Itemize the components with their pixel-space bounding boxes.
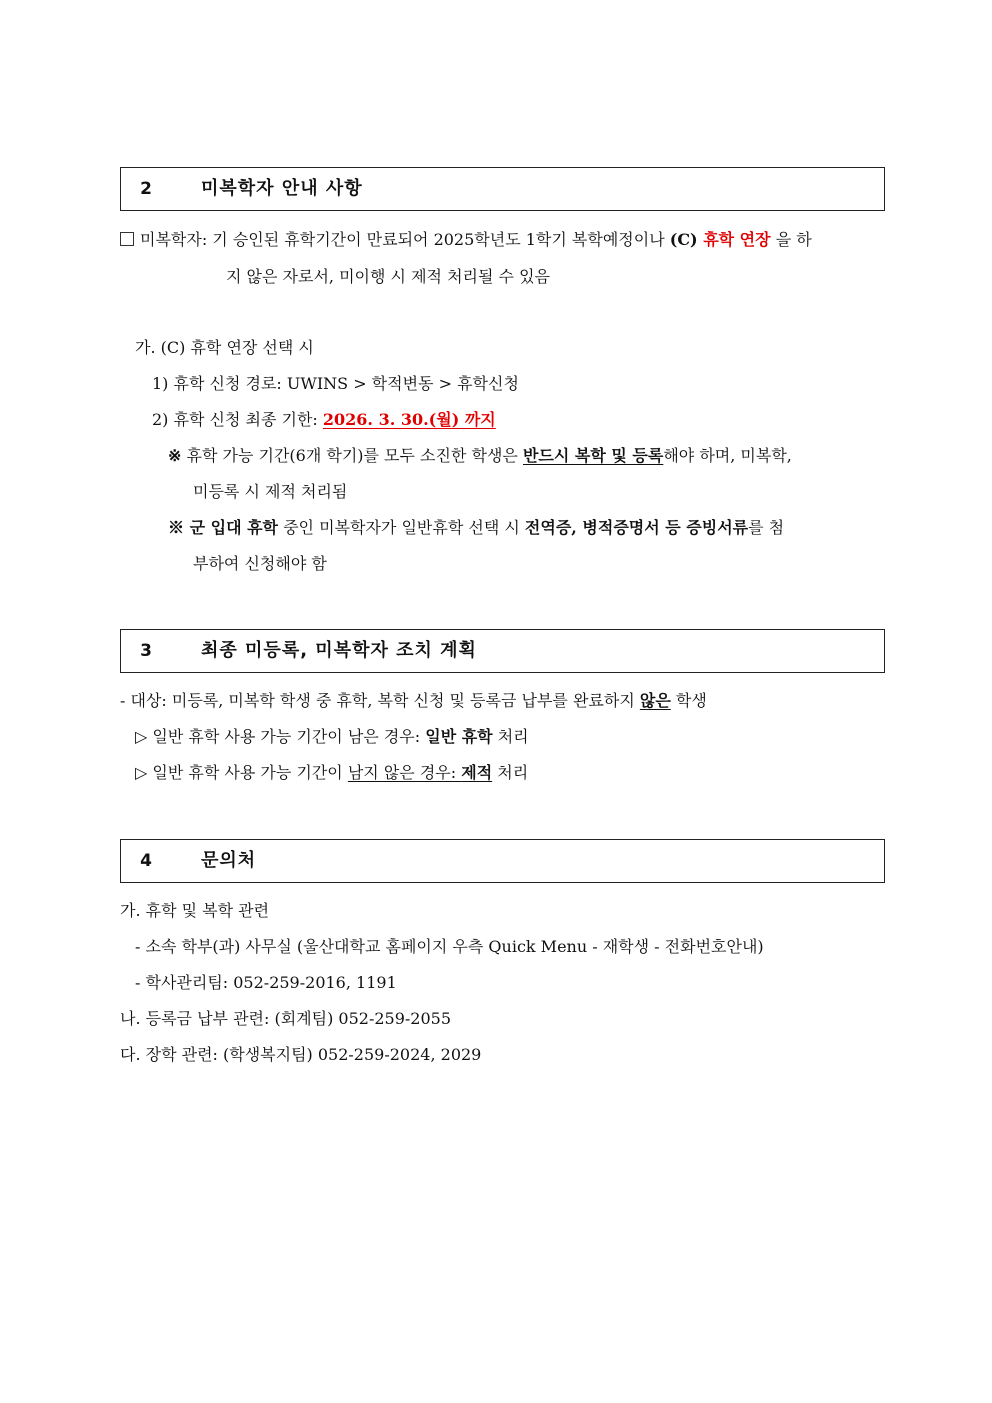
case-line: ▷ 일반 휴학 사용 가능 기간이 남지 않은 경우: 제적 처리 [135, 763, 529, 782]
section-number: 3 [140, 641, 152, 661]
section-3-header [120, 629, 885, 673]
case-line: ▷ 일반 휴학 사용 가능 기간이 남은 경우: 일반 휴학 처리 [135, 727, 529, 746]
section-number: 2 [140, 179, 152, 199]
intro-line-2: 지 않은 자로서, 미이행 시 제적 처리될 수 있음 [226, 267, 550, 286]
contact-item: - 학사관리팀: 052-259-2016, 1191 [135, 973, 397, 992]
contact-heading: 나. 등록금 납부 관련: (회계팀) 052-259-2055 [120, 1009, 452, 1028]
reference-mark-icon: ※ [168, 446, 182, 465]
list-item: 2) 휴학 신청 최종 기한: 2026. 3. 30.(월) 까지 [152, 410, 496, 429]
target-line: - 대상: 미등록, 미복학 학생 중 휴학, 복학 신청 및 등록금 납부를 완료하지 않은 학생 [120, 691, 707, 710]
section-title: 문의처 [201, 850, 257, 871]
checkbox-square-icon [120, 232, 134, 246]
note-line: 부하여 신청해야 함 [193, 554, 327, 573]
list-item: 1) 휴학 신청 경로: UWINS > 학적변동 > 휴학신청 [152, 374, 519, 393]
section-number: 4 [140, 851, 152, 871]
note-line: ※ 휴학 가능 기간(6개 학기)를 모두 소진한 학생은 반드시 복학 및 등록해야 하며, 미복학, [168, 446, 792, 465]
section-title: 미복학자 안내 사항 [201, 178, 363, 199]
contact-heading: 가. 휴학 및 복학 관련 [120, 901, 270, 920]
section-2-header [120, 167, 885, 211]
contact-heading: 다. 장학 관련: (학생복지팀) 052-259-2024, 2029 [120, 1045, 482, 1064]
note-line: 미등록 시 제적 처리됨 [193, 482, 348, 501]
reference-mark-icon: ※ [168, 518, 185, 537]
section-title: 최종 미등록, 미복학자 조치 계획 [201, 640, 477, 661]
note-line: ※ 군 입대 휴학 중인 미복학자가 일반휴학 선택 시 전역증, 병적증명서 등 증빙서류를 첨 [168, 518, 785, 537]
contact-item: - 소속 학부(과) 사무실 (울산대학교 홈페이지 우측 Quick Menu - 재학생 - 전화번호안내) [135, 937, 764, 956]
subheading-ga: 가. (C) 휴학 연장 선택 시 [135, 338, 314, 357]
deadline: 2026. 3. 30.(월) 까지 [322, 410, 496, 429]
section-4-header [120, 839, 885, 883]
intro-line-1: 미복학자: 기 승인된 휴학기간이 만료되어 2025학년도 1학기 복학예정이나 (C) 휴학 연장 을 하 [120, 230, 812, 250]
